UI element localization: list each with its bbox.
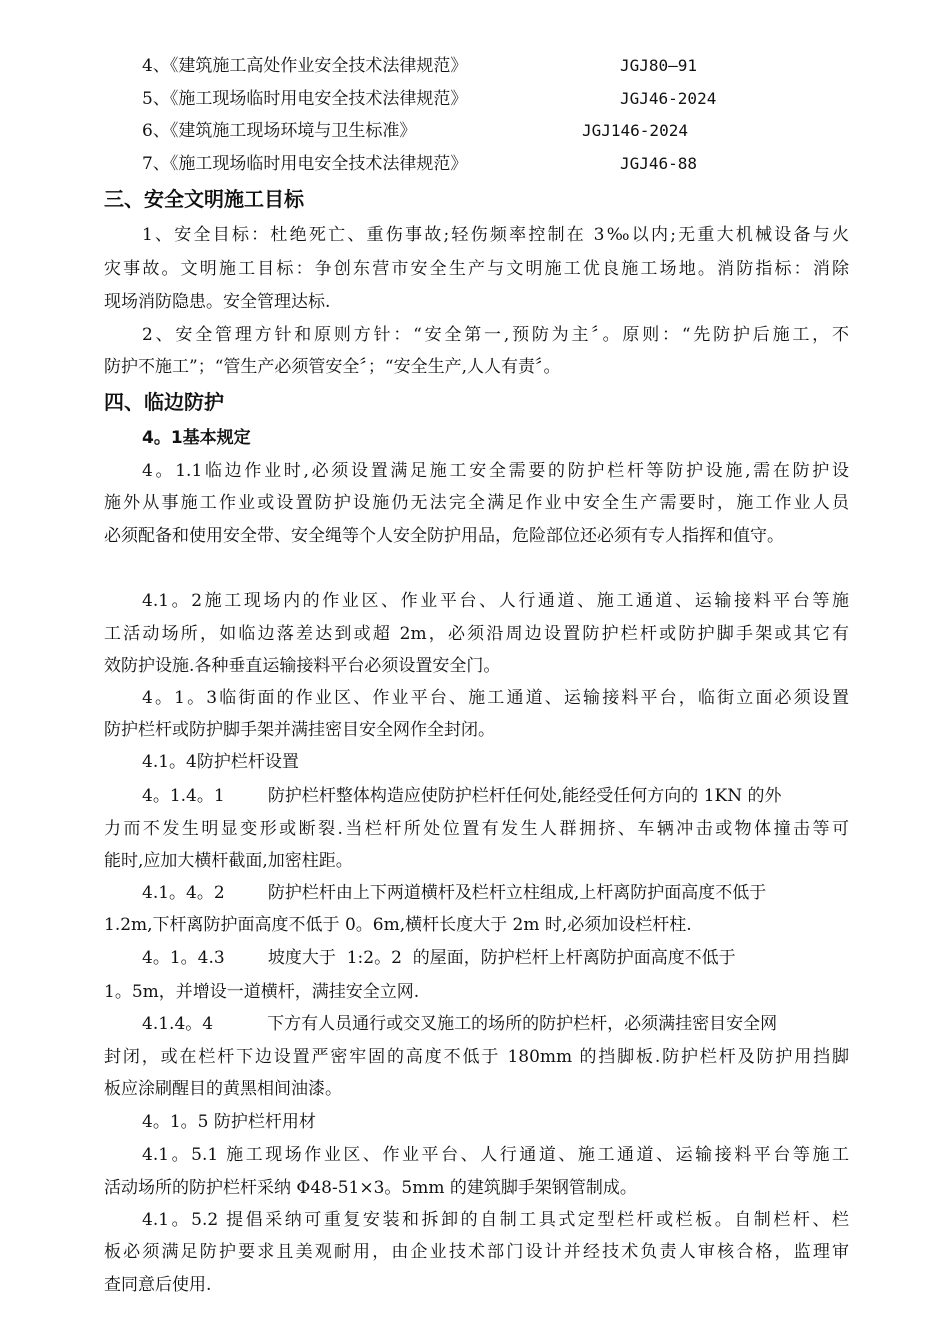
- paragraph-line: 4.1。4。2 防护栏杆由上下两道横杆及栏杆立柱组成,上杆离防护面高度不低于: [142, 883, 767, 903]
- paragraph-line: 现场消防隐患。安全管理达标.: [104, 292, 331, 312]
- paragraph-line: 4.1。2施工现场内的作业区、作业平台、人行通道、施工通道、运输接料平台等施: [142, 591, 849, 611]
- paragraph-line: 2、安全管理方针和原则方针：“安全第一,预防为主〞。原则：“先防护后施工，不: [142, 325, 849, 345]
- paragraph-line: 工活动场所，如临边落差达到或超 2m，必须沿周边设置防护栏杆或防护脚手架或其它有: [104, 624, 849, 644]
- paragraph-line: 1、安全目标：杜绝死亡、重伤事故;轻伤频率控制在 3‰以内;无重大机械设备与火: [142, 225, 849, 245]
- reference-title: 6、《建筑施工现场环境与卫生标准》: [142, 121, 417, 141]
- paragraph-line: 4.1.4。4 下方有人员通行或交叉施工的场所的防护栏杆，必须满挂密目安全网: [142, 1014, 778, 1034]
- paragraph-line: 封闭，或在栏杆下边设置严密牢固的高度不低于 180mm 的挡脚板.防护栏杆及防护用挡脚: [104, 1047, 849, 1067]
- reference-title: 5、《施工现场临时用电安全技术法律规范》: [142, 89, 468, 109]
- paragraph-line: 灾事故。文明施工目标：争创东营市安全生产与文明施工优良施工场地。消防指标：消除: [104, 259, 849, 279]
- paragraph-line: 板应涂刷醒目的黄黑相间油漆。: [104, 1079, 342, 1099]
- paragraph-line: 力而不发生明显变形或断裂.当栏杆所处位置有发生人群拥挤、车辆冲击或物体撞击等可: [104, 819, 849, 839]
- reference-code: JGJ146-2024: [582, 121, 688, 140]
- reference-code: JGJ46-88: [620, 154, 698, 173]
- paragraph-line: 1.2m,下杆离防护面高度不低于 0。6m,横杆长度大于 2m 时,必须加设栏杆柱.: [104, 915, 692, 935]
- sub-heading: 4。1基本规定: [142, 428, 251, 448]
- paragraph-line: 效防护设施.各种垂直运输接料平台必须设置安全门。: [104, 656, 501, 676]
- paragraph-line: 4。1。3临街面的作业区、作业平台、施工通道、运输接料平台，临街立面必须设置: [142, 688, 849, 708]
- paragraph-line: 防护不施工”；“管生产必须管安全〞；“安全生产,人人有责〞。: [104, 357, 561, 377]
- paragraph-line: 活动场所的防护栏杆采纳 Φ48-51×3。5mm 的建筑脚手架钢管制成。: [104, 1178, 637, 1198]
- paragraph-line: 防护栏杆或防护脚手架并满挂密目安全网作全封闭。: [104, 720, 495, 740]
- paragraph-line: 查同意后使用.: [104, 1275, 212, 1295]
- paragraph-line: 4.1。5.1 施工现场作业区、作业平台、人行通道、施工通道、运输接料平台等施工: [142, 1145, 849, 1165]
- paragraph-line: 4。1.4。1 防护栏杆整体构造应使防护栏杆任何处,能经受任何方向的 1KN 的外: [142, 786, 782, 806]
- paragraph-line: 1。5m，并增设一道横杆，满挂安全立网.: [104, 982, 420, 1002]
- reference-title: 7、《施工现场临时用电安全技术法律规范》: [142, 154, 468, 174]
- paragraph-line: 4.1。5.2 提倡采纳可重复安装和拆卸的自制工具式定型栏杆或栏板。自制栏杆、栏: [142, 1210, 849, 1230]
- reference-code: JGJ46-2024: [620, 89, 717, 108]
- paragraph-line: 能时,应加大横杆截面,加密柱距。: [104, 851, 353, 871]
- reference-code: JGJ80—91: [620, 56, 698, 75]
- paragraph-line: 板必须满足防护要求且美观耐用，由企业技术部门设计并经技术负责人审核合格，监理审: [104, 1242, 849, 1262]
- paragraph-line: 4。1。5 防护栏杆用材: [142, 1112, 316, 1132]
- paragraph-line: 4。1.1临边作业时,必须设置满足施工安全需要的防护栏杆等防护设施,需在防护设: [142, 461, 849, 481]
- paragraph-line: 必须配备和使用安全带、安全绳等个人安全防护用品，危险部位还必须有专人指挥和值守。: [104, 526, 784, 546]
- paragraph-line: 4。1。4.3 坡度大于 1:2。2 的屋面，防护栏杆上杆离防护面高度不低于: [142, 948, 736, 968]
- reference-title: 4、《建筑施工高处作业安全技术法律规范》: [142, 56, 468, 76]
- paragraph-line: 施外从事施工作业或设置防护设施仍无法完全满足作业中安全生产需要时，施工作业人员: [104, 493, 849, 513]
- section-heading: 四、临边防护: [104, 390, 224, 414]
- paragraph-line: 4.1。4防护栏杆设置: [142, 752, 299, 772]
- section-heading: 三、安全文明施工目标: [104, 187, 304, 211]
